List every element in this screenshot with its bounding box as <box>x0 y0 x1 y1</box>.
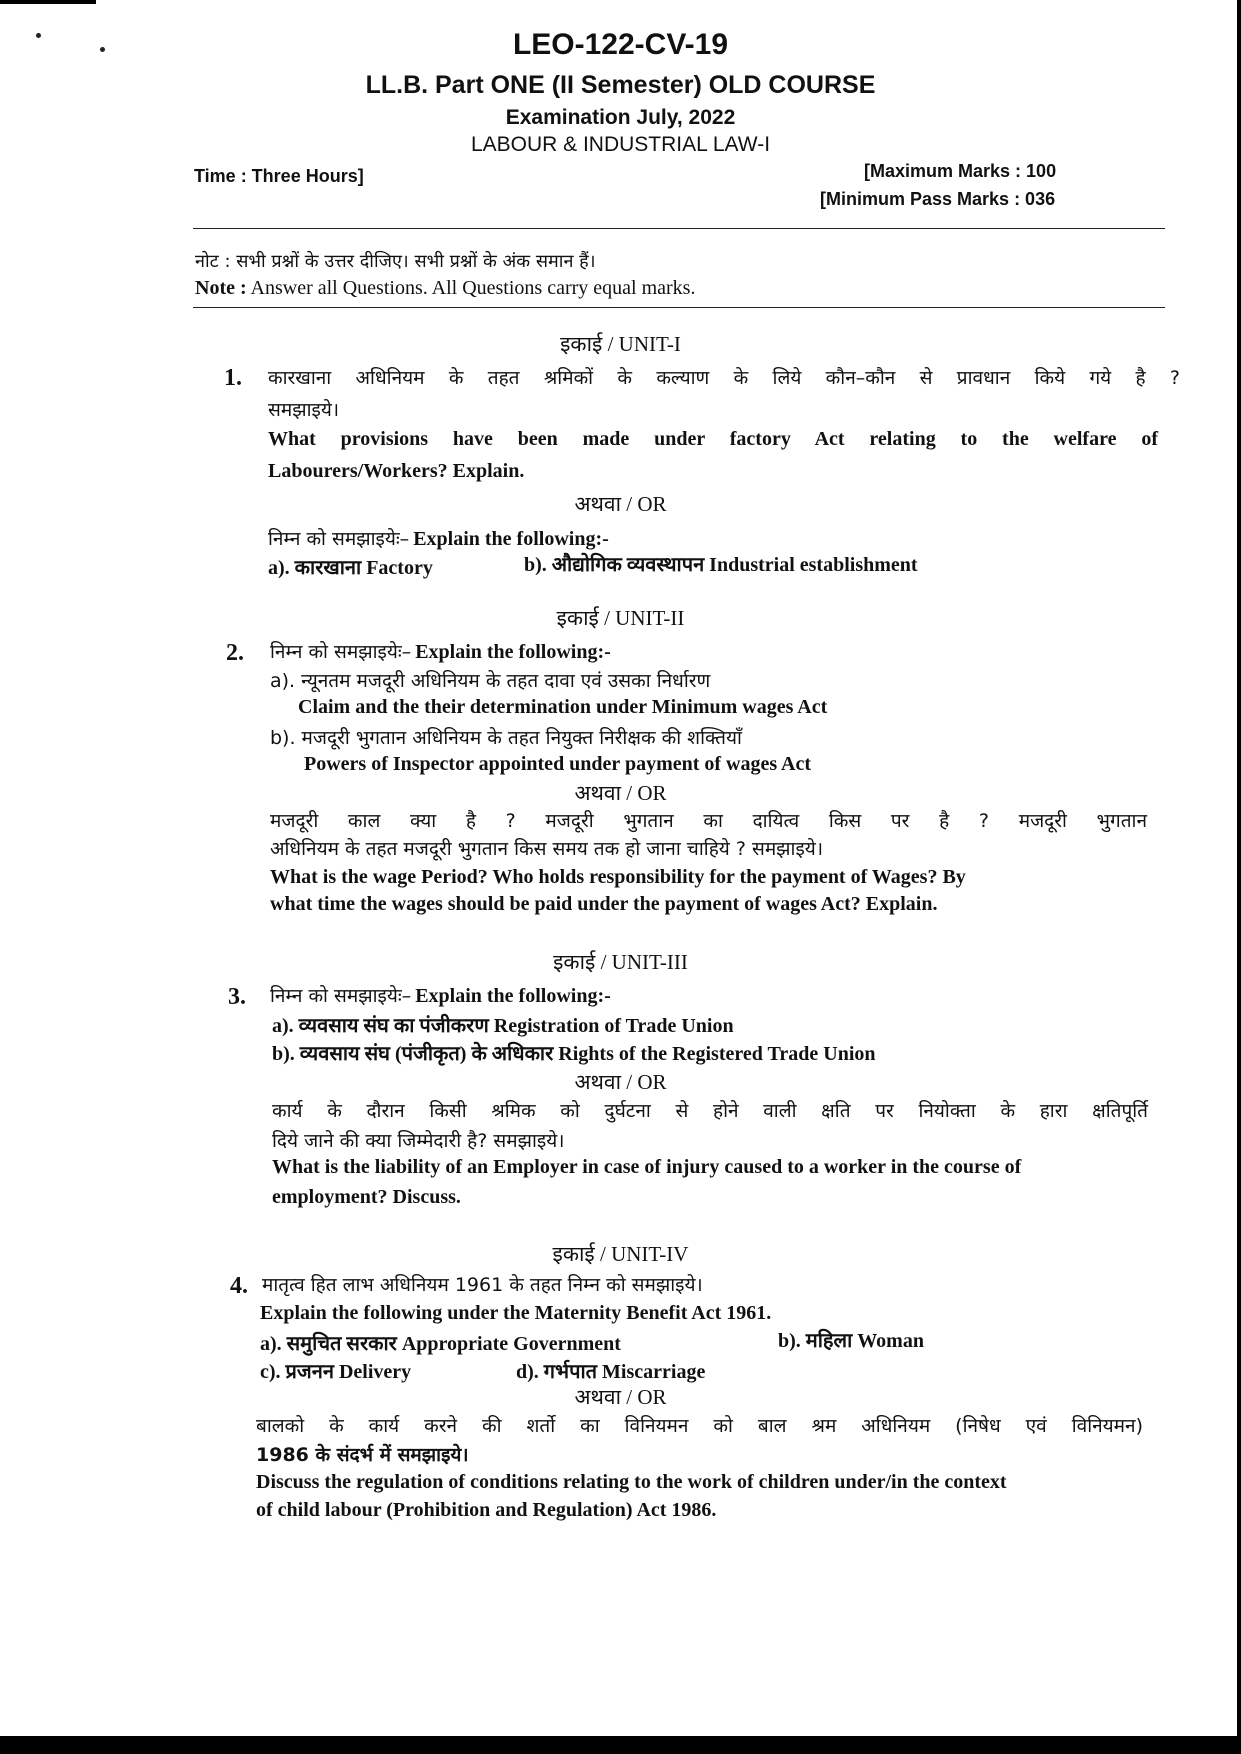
time-allowed: Time : Three Hours] <box>194 166 364 186</box>
header-rule <box>193 228 1165 229</box>
question-hindi: कारखाना अधिनियम के तहत श्रमिकों के कल्याण के लिये कौन–कौन से प्रावधान किये गये है ? <box>268 367 1180 389</box>
exam-session: Examination July, 2022 <box>505 106 736 129</box>
note-text: Answer all Questions. All Questions carry equal marks. <box>246 277 696 299</box>
alternative-hindi: मजदूरी काल क्या है ? मजदूरी भुगतान का दायित्व किस पर है ? मजदूरी भुगतान <box>270 810 1147 832</box>
scan-edge-right <box>1237 0 1241 1754</box>
sub-question-b-hindi: b). मजदूरी भुगतान अधिनियम के तहत नियुक्त निरीक्षक की शक्तियाँ <box>270 727 742 749</box>
sub-question-a: a). कारखाना Factory <box>268 557 433 579</box>
alternative-english: What is the wage Period? Who holds responsibility for the payment of Wages? By <box>270 866 966 888</box>
question-number: 3. <box>228 984 246 1010</box>
question-english: Explain the following under the Maternity Benefit Act 1961. <box>260 1302 772 1324</box>
alternative-hindi: बालको के कार्य करने की शर्तो का विनियमन को बाल श्रम अधिनियम (निषेध एवं विनियमन) <box>256 1415 1143 1437</box>
question-number: 2. <box>226 640 244 666</box>
alternative-hindi: 1986 के संदर्भ में समझाइये। <box>256 1444 469 1466</box>
alternative-english: employment? Discuss. <box>272 1186 461 1208</box>
alternative-english: What is the liability of an Employer in case of injury caused to a worker in the course of <box>272 1156 1022 1178</box>
sub-question-b: b). महिला Woman <box>778 1330 924 1352</box>
question-english: What provisions have been made under factory Act relating to the welfare of <box>268 428 1158 450</box>
note-rule <box>193 307 1165 308</box>
sub-question-a: a). व्यवसाय संघ का पंजीकरण Registration of Trade Union <box>272 1015 734 1037</box>
sub-question-b: b). औद्योगिक व्यवस्थापन Industrial establishment <box>524 554 918 576</box>
note-english <box>195 277 695 300</box>
alternative-hindi: कार्य के दौरान किसी श्रमिक को दुर्घटना से होने वाली क्षति पर नियोक्ता के हारा क्षतिपूर्ति <box>272 1100 1148 1122</box>
unit-heading: इकाई / UNIT-I <box>560 332 681 356</box>
note-hindi: नोट : सभी प्रश्नों के उत्तर दीजिए। सभी प्रश्नों के अंक समान हैं। <box>195 251 596 272</box>
scan-edge-bottom <box>0 1736 1241 1754</box>
alternative-intro-hindi: निम्न को समझाइयेः– <box>268 528 410 550</box>
or-separator: अथवा / OR <box>574 1385 667 1409</box>
scan-edge-top <box>0 0 96 4</box>
alternative-hindi: अधिनियम के तहत मजदूरी भुगतान किस समय तक हो जाना चाहिये ? समझाइये। <box>270 838 824 860</box>
subject-title: LABOUR & INDUSTRIAL LAW-I <box>470 133 771 156</box>
minimum-pass-marks: [Minimum Pass Marks : 036 <box>820 189 1056 209</box>
question-intro-english: Explain the following:- <box>415 985 611 1007</box>
alternative-intro-english: Explain the following:- <box>413 528 609 550</box>
question-intro <box>270 982 611 1008</box>
question-hindi: समझाइये। <box>268 399 340 421</box>
sub-question-c: c). प्रजनन Delivery <box>260 1361 412 1383</box>
maximum-marks: [Maximum Marks : 100 <box>864 161 1057 181</box>
question-intro-hindi: निम्न को समझाइयेः– <box>270 641 412 663</box>
course-title: LL.B. Part ONE (II Semester) OLD COURSE <box>365 71 876 99</box>
alternative-intro <box>268 525 609 551</box>
or-separator: अथवा / OR <box>574 781 667 805</box>
unit-heading: इकाई / UNIT-IV <box>552 1242 689 1266</box>
unit-heading: इकाई / UNIT-III <box>553 950 688 974</box>
alternative-english: Discuss the regulation of conditions relating to the work of children under/in the context <box>256 1471 1007 1493</box>
or-separator: अथवा / OR <box>574 492 667 516</box>
sub-question-a-hindi: a). न्यूनतम मजदूरी अधिनियम के तहत दावा एवं उसका निर्धारण <box>270 670 711 692</box>
sub-question-a-english: Claim and the their determination under Minimum wages Act <box>298 696 828 718</box>
question-english: Labourers/Workers? Explain. <box>268 460 525 482</box>
or-separator: अथवा / OR <box>574 1070 667 1094</box>
alternative-english: of child labour (Prohibition and Regulation) Act 1986. <box>256 1499 717 1521</box>
question-intro <box>270 638 611 664</box>
unit-heading: इकाई / UNIT-II <box>556 606 685 630</box>
question-hindi: मातृत्व हित लाभ अधिनियम 1961 के तहत निम्न को समझाइये। <box>262 1274 703 1296</box>
question-intro-hindi: निम्न को समझाइयेः– <box>270 985 412 1007</box>
sub-question-b-english: Powers of Inspector appointed under payment of wages Act <box>304 753 812 775</box>
paper-code: LEO-122-CV-19 <box>512 28 729 61</box>
question-number: 1. <box>224 365 242 391</box>
question-number: 4. <box>230 1273 248 1299</box>
sub-question-d: d). गर्भपात Miscarriage <box>516 1361 706 1383</box>
sub-question-a: a). समुचित सरकार Appropriate Government <box>260 1333 621 1355</box>
note-label: Note : <box>195 277 247 299</box>
sub-question-b: b). व्यवसाय संघ (पंजीकृत) के अधिकार Rights of the Registered Trade Union <box>272 1043 876 1065</box>
question-intro-english: Explain the following:- <box>415 641 611 663</box>
alternative-hindi: दिये जाने की क्या जिम्मेदारी है? समझाइये। <box>272 1130 565 1152</box>
alternative-english: what time the wages should be paid under the payment of wages Act? Explain. <box>270 893 938 915</box>
